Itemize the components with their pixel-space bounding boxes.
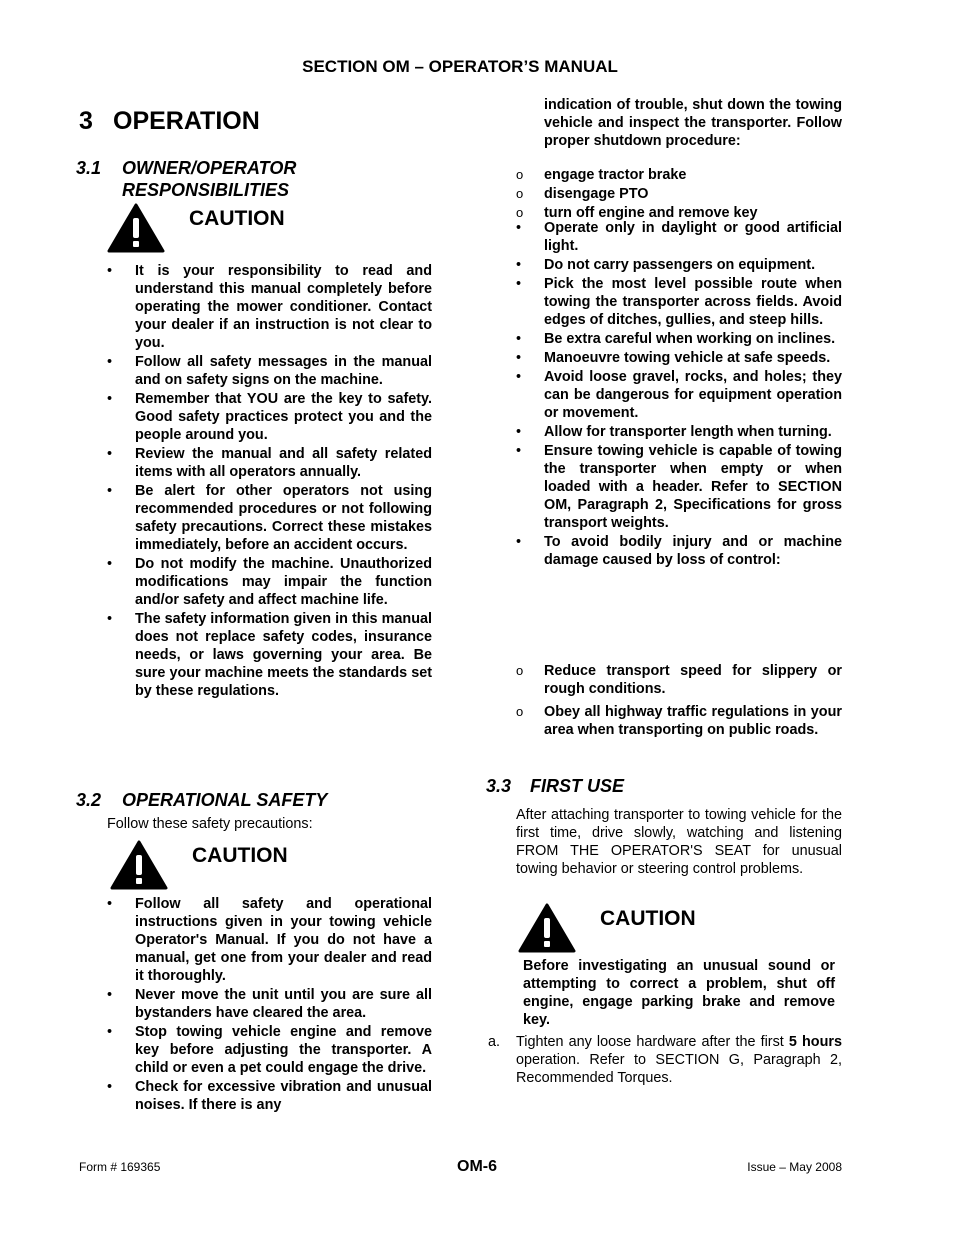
list-item: • It is your responsibility to read and understand this manual completely before operating the mower conditioner. Contact your dealer if an instruction is not clear to you. <box>107 262 432 352</box>
caution-block-2 <box>110 840 288 890</box>
item-a-bold: 5 hours <box>788 1034 842 1050</box>
subsection-title: OPERATIONAL SAFETY <box>122 790 328 810</box>
caution-block-3 <box>518 903 696 953</box>
item-a-text <box>516 1033 842 1087</box>
list-item: • Remember that YOU are the key to safety. Good safety practices protect you and the people around you. <box>107 390 432 444</box>
safety-intro: Follow these safety precautions: <box>107 816 313 832</box>
list-item: • Be extra careful when working on inclines. <box>516 330 842 348</box>
list-item: o Reduce transport speed for slippery or rough conditions. <box>516 662 842 698</box>
subsection-number: 3.2 <box>76 790 102 810</box>
list-item: • Do not carry passengers on equipment. <box>516 256 842 274</box>
list-item: • Do not modify the machine. Unauthorized modifications may impair the function and/or safety and affect machine life. <box>107 555 432 609</box>
responsibilities-list <box>107 262 432 701</box>
item-a-pre: Tighten any loose hardware after the first <box>516 1034 784 1050</box>
list-item: o disengage PTO <box>516 185 842 203</box>
subsection-number: 3.3 <box>486 776 512 796</box>
warning-triangle-icon <box>518 903 576 953</box>
caution-label: CAUTION <box>189 207 285 230</box>
first-use-paragraph: After attaching transporter to towing vehicle for the first time, drive slowly, watching and listening FROM THE OPERATOR'S SEAT for unusual towing behavior or steering control problems. <box>516 807 842 877</box>
list-item: • Review the manual and all safety related items with all operators annually. <box>107 445 432 481</box>
list-item: • Allow for transporter length when turning. <box>516 423 842 441</box>
footer-form-number: Form # 169365 <box>79 1160 161 1174</box>
caution-label: CAUTION <box>600 907 696 930</box>
subsection-3-2-heading <box>76 789 327 811</box>
subsection-number: 3.1 <box>76 158 102 178</box>
footer-page-number: OM-6 <box>457 1158 497 1175</box>
subsection-3-1-heading <box>76 157 296 201</box>
control-list <box>516 662 842 744</box>
caution-block-1 <box>107 203 285 253</box>
list-item: • Follow all safety messages in the manual and on safety signs on the machine. <box>107 353 432 389</box>
caution-3-text: Before investigating an unusual sound or attempting to correct a problem, shut off engine, engage parking brake and remove key. <box>523 958 835 1028</box>
caution-label: CAUTION <box>192 844 288 867</box>
list-item: • Manoeuvre towing vehicle at safe speeds. <box>516 349 842 367</box>
section-title-text: OPERATION <box>113 107 260 135</box>
subsection-title: FIRST USE <box>530 776 625 796</box>
list-item: • Check for excessive vibration and unusual noises. If there is any <box>107 1078 432 1114</box>
list-item: • Ensure towing vehicle is capable of towing the transporter when empty or when loaded with a header. Refer to SECTION OM, Paragraph 2, Specifications for gross transport weights. <box>516 442 842 532</box>
list-item: • To avoid bodily injury and or machine damage caused by loss of control: <box>516 533 842 569</box>
list-item: • Stop towing vehicle engine and remove key before adjusting the transporter. A child or even a pet could engage the drive. <box>107 1023 432 1077</box>
list-item: • Follow all safety and operational instructions given in your towing vehicle Operator's Manual. If you do not have a manual, get one from your dealer and read it thoroughly. <box>107 895 432 985</box>
continued-text: indication of trouble, shut down the towing vehicle and inspect the transporter. Follow proper shutdown procedure: <box>544 97 842 149</box>
shutdown-steps <box>544 166 842 223</box>
list-item: • The safety information given in this manual does not replace safety codes, insurance needs, or laws governing your area. Be sure your machine meets the standards set by these regulations. <box>107 610 432 700</box>
footer-issue-date: Issue – May 2008 <box>747 1160 842 1174</box>
item-a-post: operation. Refer to SECTION G, Paragraph 2, Recommended Torques. <box>516 1052 842 1086</box>
list-item: • Be alert for other operators not using recommended procedures or not following safety precautions. Correct these mistakes immediately, before an accident occurs. <box>107 482 432 554</box>
item-a-label: a. <box>488 1034 501 1050</box>
list-item: • Never move the unit until you are sure all bystanders have cleared the area. <box>107 986 432 1022</box>
operational-safety-list-left <box>107 895 432 1115</box>
list-item: • Avoid loose gravel, rocks, and holes; they can be dangerous for equipment operation or movement. <box>516 368 842 422</box>
list-item: o Obey all highway traffic regulations in your area when transporting on public roads. <box>516 703 842 739</box>
subsection-title-line2: RESPONSIBILITIES <box>122 180 290 200</box>
list-item: • Operate only in daylight or good artificial light. <box>516 219 842 255</box>
list-item: o turn off engine and remove key <box>516 204 842 222</box>
page-header: SECTION OM – OPERATOR’S MANUAL <box>302 57 618 76</box>
section-title <box>79 107 260 136</box>
warning-triangle-icon <box>110 840 168 890</box>
subsection-3-3-heading <box>486 775 624 797</box>
warning-triangle-icon <box>107 203 165 253</box>
list-item: • Pick the most level possible route when towing the transporter across fields. Avoid edges of ditches, gullies, and steep hills. <box>516 275 842 329</box>
subsection-title-line1: OWNER/OPERATOR <box>122 158 297 178</box>
list-item: o engage tractor brake <box>516 166 842 184</box>
operational-safety-list-right <box>516 219 842 570</box>
section-number: 3 <box>79 107 93 135</box>
